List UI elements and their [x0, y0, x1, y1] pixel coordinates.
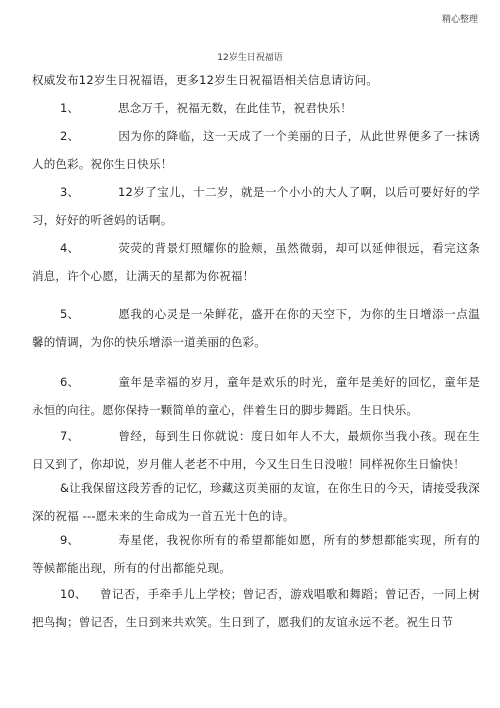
item-number: 10、 — [60, 587, 87, 601]
list-item-9 — [32, 526, 480, 582]
intro-paragraph: 权威发布12岁生日祝福语，更多12岁生日祝福语相关信息请访问。 — [32, 73, 378, 87]
item-text: 思念万千，祝福无数，在此佳节，祝君快乐！ — [118, 101, 352, 115]
document-title: 12岁生日祝福语 — [217, 53, 283, 63]
item-text: 12岁了宝儿，十二岁，就是一个小小的大人了啊，以后可要好好的学习，好好的听爸妈的话啊。 — [32, 185, 480, 227]
list-item-2 — [32, 122, 480, 178]
item-number: 5、 — [60, 307, 80, 321]
item-text: 童年是幸福的岁月，童年是欢乐的时光，童年是美好的回忆，童年是永恒的向往。愿你保持一颗简单的童心，伴着生日的脚步舞蹈。生日快乐。 — [32, 375, 480, 417]
list-item-7 — [32, 422, 480, 478]
item-text: 荧荧的背景灯照耀你的脸颊，虽然微弱，却可以延伸很远，看完这条消息，许个心愿，让满天的星都为你祝福！ — [32, 241, 480, 283]
list-item-5 — [32, 300, 480, 356]
item-text: &让我保留这段芳香的记忆，珍藏这页美丽的友谊，在你生日的今天，请接受我深深的祝福 ---愿未来的生命成为一首五光十色的诗。 — [32, 481, 480, 523]
item-text: 愿我的心灵是一朵鲜花，盛开在你的天空下，为你的生日增添一点温馨的情调，为你的快乐增添一道美丽的色彩。 — [32, 307, 480, 349]
item-number: 6、 — [60, 375, 80, 389]
list-item-10 — [32, 580, 480, 636]
item-number: 3、 — [60, 185, 80, 199]
list-item-3 — [32, 178, 480, 234]
list-item-8 — [32, 474, 480, 530]
item-text: 曾记否，手牵手儿上学校；曾记否，游戏唱歌和舞蹈；曾记否，一同上树把鸟掏；曾记否，生日到来共欢笑。生日到了，愿我们的友谊永远不老。祝生日节 — [32, 587, 480, 629]
list-item-6 — [32, 368, 480, 424]
item-number: 7、 — [60, 429, 80, 443]
list-item-1 — [32, 94, 480, 122]
item-text: 寿星佬，我祝你所有的希望都能如愿，所有的梦想都能实现，所有的等候都能出现，所有的付出都能兑现。 — [32, 533, 480, 575]
item-text: 因为你的降临，这一天成了一个美丽的日子，从此世界便多了一抹诱人的色彩。祝你生日快乐！ — [32, 129, 480, 171]
item-number: 1、 — [60, 101, 80, 115]
item-text: 曾经，每到生日你就说：度日如年人不大，最烦你当我小孩。现在生日又到了，你却说，岁月催人老老不中用，今又生日生日没啦！同样祝你生日愉快！ — [32, 429, 480, 471]
item-number: 2、 — [60, 129, 80, 143]
item-number: 4、 — [60, 241, 80, 255]
item-number: 9、 — [60, 533, 80, 547]
list-item-4 — [32, 234, 480, 290]
header-label: 精心整理 — [441, 15, 478, 25]
